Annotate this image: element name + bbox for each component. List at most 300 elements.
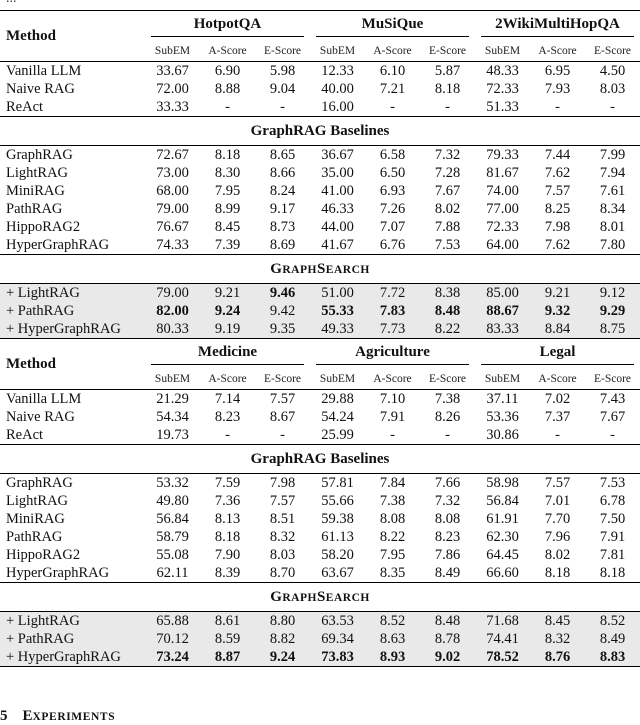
- table-cell: 49.80: [156, 492, 189, 509]
- table-cell: 61.91: [486, 510, 519, 527]
- method-name: HyperGraphRAG: [6, 236, 110, 253]
- best-value: 8.93: [379, 648, 406, 665]
- table-cell: 7.32: [420, 146, 475, 165]
- graphrag-baselines-label: GraphRAG Baselines: [0, 445, 640, 474]
- graphsearch-label-part: RAPH: [282, 263, 317, 276]
- table-cell: 8.61: [200, 612, 255, 631]
- table-cell: [475, 302, 530, 320]
- caption: [6, 0, 17, 7]
- table-cell: 7.38: [379, 492, 406, 509]
- table-cell: 5.87: [420, 62, 475, 81]
- table-cell: 9.12: [585, 284, 640, 303]
- table-cell: 7.14: [200, 390, 255, 409]
- table-cell: 7.07: [379, 218, 406, 235]
- table-cell: 7.81: [599, 546, 626, 563]
- metric-header: A-Score: [373, 373, 412, 385]
- table-cell: 80.33: [145, 320, 200, 339]
- table-cell: 74.33: [156, 236, 189, 253]
- method-name: Naive RAG: [6, 408, 75, 425]
- table-cell: [310, 648, 365, 667]
- table-cell: 8.08: [434, 510, 461, 527]
- table-row: [0, 182, 640, 200]
- table-cell: 6.50: [379, 164, 406, 181]
- table-cell: 9.17: [269, 200, 296, 217]
- table-cell: 72.67: [145, 146, 200, 165]
- best-value: 8.76: [544, 648, 571, 665]
- metric-header: SubEM: [319, 45, 356, 57]
- dataset-name: Legal: [481, 344, 634, 365]
- metric-header: E-Score: [593, 45, 632, 57]
- table-cell: 8.82: [255, 630, 310, 648]
- table-cell: [365, 302, 420, 320]
- table-cell: 79.33: [475, 146, 530, 165]
- best-value: 73.24: [156, 648, 189, 665]
- table-row: [0, 564, 640, 583]
- table-row: [0, 62, 640, 81]
- table-cell: 58.98: [475, 474, 530, 493]
- best-value: 9.02: [434, 648, 461, 665]
- best-value: 82.00: [156, 302, 189, 319]
- graphsearch-label-part: S: [316, 588, 326, 605]
- table-cell: 74.00: [486, 182, 519, 199]
- table-cell: 21.29: [145, 390, 200, 409]
- table-row: [0, 408, 640, 426]
- table-cell: 62.11: [156, 564, 189, 581]
- table-cell: 7.96: [544, 528, 571, 545]
- method-name: + LightRAG: [0, 612, 145, 631]
- table-cell: 8.45: [530, 612, 585, 631]
- table-cell: 7.99: [585, 146, 640, 165]
- table-cell: 7.98: [255, 474, 310, 493]
- table-cell: [530, 302, 585, 320]
- table-cell: 7.37: [544, 408, 571, 425]
- table-cell: 8.51: [269, 510, 296, 527]
- method-name: GraphRAG: [0, 474, 145, 493]
- table-cell: 53.32: [145, 474, 200, 493]
- table-row: [0, 426, 640, 445]
- best-value: 9.24: [269, 648, 296, 665]
- table-cell: 54.34: [156, 408, 189, 425]
- table-cell: 8.78: [420, 630, 475, 648]
- metric-header: SubEM: [319, 373, 356, 385]
- table-cell: 29.88: [310, 390, 365, 409]
- table-row: [0, 80, 640, 98]
- section-title-rest: XPERIMENTS: [32, 711, 116, 723]
- table-cell: 8.70: [269, 564, 296, 581]
- metric-header: E-Score: [428, 373, 467, 385]
- table-cell: 6.10: [365, 62, 420, 81]
- table-cell: 6.95: [530, 62, 585, 81]
- table-cell: 8.18: [544, 564, 571, 581]
- dataset-name: 2WikiMultiHopQA: [481, 16, 634, 37]
- table-cell: 66.60: [486, 564, 519, 581]
- table-row: [0, 612, 640, 631]
- table-cell: 35.00: [321, 164, 354, 181]
- table-cell: 62.30: [486, 528, 519, 545]
- table-cell: 9.04: [269, 80, 296, 97]
- table-cell: 7.67: [599, 408, 626, 425]
- dataset-name: HotpotQA: [151, 16, 304, 37]
- table-cell: -: [445, 426, 450, 443]
- best-value: 8.87: [214, 648, 241, 665]
- table-cell: 7.62: [544, 236, 571, 253]
- table-cell: 8.69: [269, 236, 296, 253]
- table-cell: 8.59: [200, 630, 255, 648]
- table-cell: 8.18: [214, 528, 241, 545]
- best-value: 9.24: [214, 302, 241, 319]
- header-row: [0, 11, 640, 42]
- table-cell: 8.48: [420, 612, 475, 631]
- table-cell: 8.34: [599, 200, 626, 217]
- table-row: [0, 302, 640, 320]
- table-cell: 71.68: [475, 612, 530, 631]
- table-cell: 8.45: [214, 218, 241, 235]
- table-cell: 72.33: [486, 80, 519, 97]
- table-cell: 73.00: [156, 164, 189, 181]
- table-cell: 8.13: [214, 510, 241, 527]
- table-cell: 7.10: [365, 390, 420, 409]
- table-cell: 70.12: [145, 630, 200, 648]
- table-cell: 8.49: [585, 630, 640, 648]
- table-row: [0, 284, 640, 303]
- table-cell: [145, 302, 200, 320]
- table-cell: 8.38: [420, 284, 475, 303]
- best-value: 8.48: [434, 302, 461, 319]
- metric-header: SubEM: [484, 45, 521, 57]
- table-cell: 61.13: [321, 528, 354, 545]
- table-row: [0, 630, 640, 648]
- table-cell: 9.35: [255, 320, 310, 339]
- method-name: Vanilla LLM: [0, 390, 145, 409]
- results-tables: [0, 10, 640, 667]
- table-cell: 7.94: [599, 164, 626, 181]
- table-cell: 8.84: [530, 320, 585, 339]
- table-cell: 8.75: [585, 320, 640, 339]
- table-cell: 41.00: [321, 182, 354, 199]
- table-cell: 59.38: [321, 510, 354, 527]
- dataset-name: Medicine: [151, 344, 304, 365]
- table-cell: 7.28: [434, 164, 461, 181]
- method-header: Method: [0, 339, 145, 390]
- table-cell: 36.67: [310, 146, 365, 165]
- table-cell: 85.00: [475, 284, 530, 303]
- table-cell: 55.66: [321, 492, 354, 509]
- table-cell: 9.19: [200, 320, 255, 339]
- table-row: [0, 98, 640, 117]
- table-cell: 58.20: [321, 546, 354, 563]
- graphsearch-label-part: EARCH: [325, 263, 370, 276]
- table-cell: 7.91: [379, 408, 406, 425]
- table-cell: 25.99: [321, 426, 354, 443]
- table-cell: 56.84: [156, 510, 189, 527]
- table-row: [0, 320, 640, 339]
- table-row: [0, 164, 640, 182]
- table-cell: [145, 648, 200, 667]
- best-value: 9.32: [544, 302, 571, 319]
- table-cell: 68.00: [156, 182, 189, 199]
- table-cell: 7.66: [420, 474, 475, 493]
- table-cell: 69.34: [310, 630, 365, 648]
- header-row: [0, 339, 640, 370]
- table-cell: 58.79: [156, 528, 189, 545]
- table-cell: 49.33: [310, 320, 365, 339]
- table-cell: 8.24: [269, 182, 296, 199]
- metric-header: A-Score: [538, 45, 577, 57]
- table-row: [0, 146, 640, 165]
- table-cell: 8.80: [255, 612, 310, 631]
- method-name: Naive RAG: [6, 80, 75, 97]
- table-cell: [255, 284, 310, 303]
- method-name: HippoRAG2: [6, 218, 81, 235]
- table-cell: -: [555, 426, 560, 443]
- table-cell: 57.81: [310, 474, 365, 493]
- best-value: 7.83: [379, 302, 406, 319]
- table-cell: 33.33: [156, 98, 189, 115]
- table-cell: 30.86: [486, 426, 519, 443]
- table-row: [0, 648, 640, 667]
- table-cell: -: [610, 426, 615, 443]
- table-cell: 8.32: [269, 528, 296, 545]
- method-name: LightRAG: [6, 492, 69, 509]
- table-cell: 8.99: [214, 200, 241, 217]
- table-cell: 8.65: [255, 146, 310, 165]
- table-cell: 9.21: [200, 284, 255, 303]
- table-cell: 40.00: [321, 80, 354, 97]
- table-cell: 7.44: [530, 146, 585, 165]
- table-cell: [585, 648, 640, 667]
- table-cell: 7.80: [599, 236, 626, 253]
- table-cell: 8.39: [214, 564, 241, 581]
- table-cell: 8.02: [544, 546, 571, 563]
- table-cell: 9.21: [530, 284, 585, 303]
- metric-header: A-Score: [538, 373, 577, 385]
- method-name: Vanilla LLM: [0, 62, 145, 81]
- table-cell: 64.00: [486, 236, 519, 253]
- table-row: [0, 546, 640, 564]
- method-name: + LightRAG: [0, 284, 145, 303]
- table-cell: 51.33: [486, 98, 519, 115]
- table-cell: [365, 648, 420, 667]
- table-cell: 77.00: [486, 200, 519, 217]
- graphsearch-label-part: S: [316, 260, 326, 277]
- metric-header: A-Score: [208, 373, 247, 385]
- table-row: [0, 390, 640, 409]
- table-cell: 54.24: [321, 408, 354, 425]
- table-cell: -: [280, 426, 285, 443]
- table-cell: -: [610, 98, 615, 115]
- graphsearch-label-part: G: [270, 260, 283, 277]
- section-heading: [0, 708, 115, 725]
- metric-header: SubEM: [154, 373, 191, 385]
- table-cell: [200, 648, 255, 667]
- table-cell: 81.67: [486, 164, 519, 181]
- table-cell: 8.32: [530, 630, 585, 648]
- table-cell: 8.66: [269, 164, 296, 181]
- table-cell: 7.86: [434, 546, 461, 563]
- dataset-header: [475, 339, 640, 370]
- metric-header: SubEM: [154, 45, 191, 57]
- method-name: PathRAG: [6, 528, 63, 545]
- method-header: Method: [0, 11, 145, 62]
- table-row: [0, 510, 640, 528]
- section-row: [0, 117, 640, 146]
- table-cell: [420, 302, 475, 320]
- metric-header: A-Score: [208, 45, 247, 57]
- table-cell: 16.00: [321, 98, 354, 115]
- table-row: [0, 474, 640, 493]
- table-cell: 8.18: [434, 80, 461, 97]
- table-row: [0, 236, 640, 255]
- method-name: ReAct: [6, 426, 44, 443]
- table-cell: 76.67: [156, 218, 189, 235]
- table-cell: 7.32: [434, 492, 461, 509]
- table-cell: 64.45: [486, 546, 519, 563]
- method-name: LightRAG: [6, 164, 69, 181]
- graphsearch-label: [0, 255, 640, 284]
- table-cell: 33.67: [145, 62, 200, 81]
- table-cell: 8.49: [434, 564, 461, 581]
- table-cell: 7.93: [544, 80, 571, 97]
- best-value: 78.52: [486, 648, 519, 665]
- results-table: [0, 10, 640, 667]
- table-row: [0, 218, 640, 236]
- table-cell: 8.18: [200, 146, 255, 165]
- graphsearch-label-part: EARCH: [325, 591, 370, 604]
- table-cell: 7.62: [544, 164, 571, 181]
- table-cell: 8.03: [599, 80, 626, 97]
- table-cell: -: [390, 426, 395, 443]
- table-cell: 7.91: [599, 528, 626, 545]
- table-cell: -: [280, 98, 285, 115]
- table-cell: 7.57: [255, 390, 310, 409]
- table-cell: [255, 648, 310, 667]
- table-cell: 41.67: [321, 236, 354, 253]
- table-cell: 8.52: [365, 612, 420, 631]
- metric-header: E-Score: [428, 45, 467, 57]
- table-cell: 12.33: [310, 62, 365, 81]
- table-cell: 9.42: [255, 302, 310, 320]
- dataset-header: [145, 339, 310, 370]
- metric-header: E-Score: [263, 45, 302, 57]
- section-number: 5: [0, 708, 8, 724]
- table-cell: 6.78: [599, 492, 626, 509]
- table-cell: 7.39: [214, 236, 241, 253]
- table-cell: 7.53: [585, 474, 640, 493]
- table-cell: 7.57: [544, 182, 571, 199]
- table-cell: 8.88: [214, 80, 241, 97]
- table-cell: 7.67: [434, 182, 461, 199]
- table-cell: 7.61: [599, 182, 626, 199]
- table-cell: [585, 302, 640, 320]
- best-value: 9.46: [269, 284, 296, 301]
- method-name: PathRAG: [6, 200, 63, 217]
- table-cell: 8.22: [379, 528, 406, 545]
- graphrag-baselines-label: GraphRAG Baselines: [0, 117, 640, 146]
- method-name: + PathRAG: [0, 630, 145, 648]
- method-name: HyperGraphRAG: [6, 564, 110, 581]
- table-cell: 7.88: [434, 218, 461, 235]
- table-cell: 19.73: [156, 426, 189, 443]
- graphsearch-label-part: G: [270, 588, 283, 605]
- table-cell: 8.63: [365, 630, 420, 648]
- table-cell: 8.35: [379, 564, 406, 581]
- method-name: + HyperGraphRAG: [0, 648, 145, 667]
- section-row: [0, 583, 640, 612]
- table-cell: 4.50: [585, 62, 640, 81]
- graphsearch-label: [0, 583, 640, 612]
- table-cell: 7.98: [544, 218, 571, 235]
- table-cell: -: [390, 98, 395, 115]
- table-cell: -: [225, 98, 230, 115]
- table-cell: 7.21: [379, 80, 406, 97]
- section-row: [0, 255, 640, 284]
- table-cell: 7.26: [379, 200, 406, 217]
- table-cell: 7.59: [200, 474, 255, 493]
- graphsearch-label-part: RAPH: [282, 591, 317, 604]
- table-cell: [530, 648, 585, 667]
- table-cell: 7.90: [214, 546, 241, 563]
- table-cell: 79.00: [156, 200, 189, 217]
- table-cell: 56.84: [486, 492, 519, 509]
- metric-header: E-Score: [263, 373, 302, 385]
- method-name: MiniRAG: [6, 182, 65, 199]
- method-name: MiniRAG: [6, 510, 65, 527]
- method-name: HippoRAG2: [6, 546, 81, 563]
- best-value: 55.33: [321, 302, 354, 319]
- table-cell: 7.01: [544, 492, 571, 509]
- table-cell: 44.00: [321, 218, 354, 235]
- table-row: [0, 200, 640, 218]
- table-cell: 8.26: [434, 408, 461, 425]
- table-cell: [200, 302, 255, 320]
- table-cell: 74.41: [475, 630, 530, 648]
- table-cell: 7.73: [365, 320, 420, 339]
- method-name: + HyperGraphRAG: [0, 320, 145, 339]
- dataset-header: [475, 11, 640, 42]
- table-cell: [420, 648, 475, 667]
- table-cell: 7.57: [269, 492, 296, 509]
- table-cell: 7.53: [434, 236, 461, 253]
- table-cell: 7.72: [365, 284, 420, 303]
- table-cell: 72.33: [486, 218, 519, 235]
- table-cell: 8.25: [544, 200, 571, 217]
- table-cell: [475, 648, 530, 667]
- method-name: + PathRAG: [0, 302, 145, 320]
- table-cell: -: [225, 426, 230, 443]
- section-title-first: E: [22, 708, 33, 724]
- table-cell: 6.93: [379, 182, 406, 199]
- best-value: 9.29: [599, 302, 626, 319]
- metric-header: A-Score: [373, 45, 412, 57]
- table-cell: 7.50: [599, 510, 626, 527]
- table-row: [0, 492, 640, 510]
- best-value: 73.83: [321, 648, 354, 665]
- table-cell: 8.67: [269, 408, 296, 425]
- table-cell: 8.01: [599, 218, 626, 235]
- table-cell: -: [555, 98, 560, 115]
- table-row: [0, 528, 640, 546]
- table-cell: -: [445, 98, 450, 115]
- dataset-name: MuSiQue: [316, 16, 469, 37]
- table-cell: [310, 302, 365, 320]
- table-cell: 8.08: [379, 510, 406, 527]
- table-cell: 6.58: [365, 146, 420, 165]
- section-row: [0, 445, 640, 474]
- table-cell: 63.67: [321, 564, 354, 581]
- table-cell: 8.22: [420, 320, 475, 339]
- table-cell: 46.33: [321, 200, 354, 217]
- metric-header: E-Score: [593, 373, 632, 385]
